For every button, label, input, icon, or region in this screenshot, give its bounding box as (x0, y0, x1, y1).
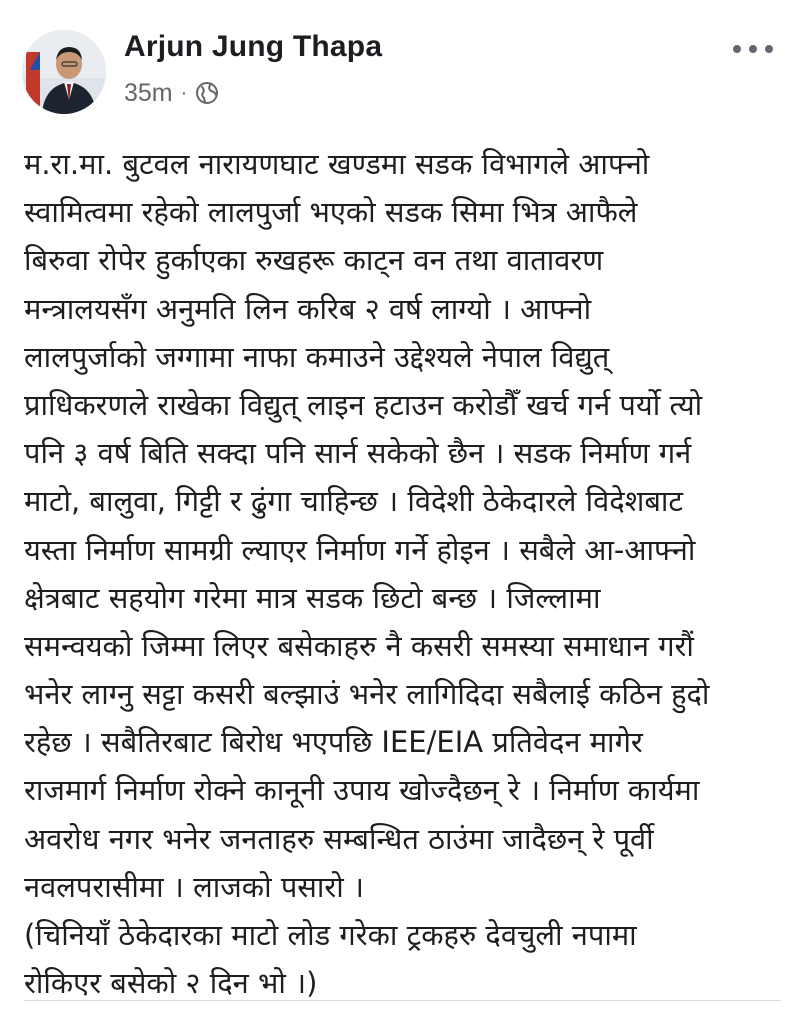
post-text (24, 140, 784, 1000)
post-divider (24, 1000, 781, 1001)
author-avatar[interactable] (22, 30, 106, 114)
avatar-photo (22, 30, 106, 114)
more-horizontal-icon (765, 45, 773, 53)
post-text-line: नवलपरासीमा । लाजको पसारो । (24, 869, 364, 904)
post-text-line: बिरुवा रोपेर हुर्काएका रुखहरू काट्न वन तथा वातावरण (24, 243, 604, 278)
post-text-line: स्वामित्वमा रहेको लालपुर्जा भएको सडक सिमा भित्र आफैले (24, 195, 638, 230)
post-text-line: राजमार्ग निर्माण रोक्ने कानूनी उपाय खोज्दैछन् रे । निर्माण कार्यमा (24, 773, 700, 808)
post-text-line: प्राधिकरणले राखेका विद्युत् लाइन हटाउन करोडौँ खर्च गर्न पर्यो त्यो (24, 387, 703, 422)
post-text-line: रोकिएर बसेको २ दिन भो ।) (24, 966, 318, 1000)
globe-icon[interactable] (195, 81, 219, 105)
post-text-line: यस्ता निर्माण सामग्री ल्याएर निर्माण गर्ने होइन । सबैले आ-आफ्नो (24, 532, 696, 567)
post-text-line: मन्त्रालयसँग अनुमति लिन करिब २ वर्ष लाग्यो । आफ्नो (24, 291, 592, 326)
post-header (0, 0, 805, 130)
post-text-line: (चिनियाँ ठेकेदारका माटो लोड गरेका ट्रकहरु देवचुली नपामा (24, 918, 637, 952)
post-text-line: रहेछ । सबैतिरबाट बिरोध भएपछि IEE/EIA प्रतिवेदन मागेर (24, 725, 643, 760)
more-horizontal-icon (749, 45, 757, 53)
post-timestamp[interactable]: 35m (124, 78, 173, 107)
post-text-line: पनि ३ वर्ष बिति सक्दा पनि सार्न सकेको छैन । सडक निर्माण गर्न (24, 436, 692, 471)
post-text-line: क्षेत्रबाट सहयोग गरेमा मात्र सडक छिटो बन्छ । जिल्लामा (24, 580, 601, 615)
post-text-line: लालपुर्जाको जग्गामा नाफा कमाउने उद्देश्यले नेपाल विद्युत् (24, 339, 610, 374)
more-horizontal-icon (733, 45, 741, 53)
post-text-line: म.रा.मा. बुटवल नारायणघाट खण्डमा सडक विभागले आफ्नो (24, 147, 650, 181)
post-text-line: अवरोध नगर भनेर जनताहरु सम्बन्धित ठाउंमा जादैछन् रे पूर्वी (24, 821, 654, 856)
meta-separator: · (180, 82, 188, 104)
post-text-line: समन्वयको जिम्मा लिएर बसेकाहरु नै कसरी समस्या समाधान गरौं (24, 628, 694, 663)
post-text-line: भनेर लाग्नु सट्टा कसरी बल्झाउं भनेर लागिदिदा सबैलाई कठिन हुदो (24, 677, 710, 712)
more-options-button[interactable] (733, 38, 773, 60)
author-name[interactable]: Arjun Jung Thapa (124, 30, 383, 63)
post-meta (124, 78, 219, 108)
post-text-line: माटो, बालुवा, गिट्टी र ढुंगा चाहिन्छ । विदेशी ठेकेदारले विदेशबाट (24, 484, 684, 519)
